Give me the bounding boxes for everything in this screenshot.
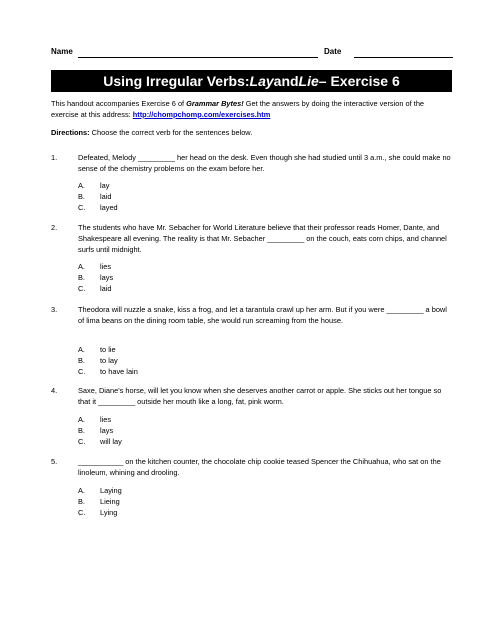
book-title: Grammar Bytes!	[186, 99, 244, 108]
title-suffix: – Exercise 6	[318, 73, 400, 89]
option-c[interactable]: C. to have lain	[78, 367, 138, 376]
question-stem: Defeated, Melody _________ her head on the desk. Even though she had studied until 3 a.m., she could make no sense of the chemistry problems on the exam before her.	[78, 153, 451, 173]
option-b[interactable]: B. Lieing	[78, 497, 120, 506]
name-label: Name	[51, 47, 73, 56]
name-date-row	[51, 47, 453, 59]
question-number: 4.	[51, 386, 58, 395]
question-number: 2.	[51, 223, 58, 232]
option-b[interactable]: B. laid	[78, 192, 112, 201]
intro-paragraph: This handout accompanies Exercise 6 of Grammar Bytes! Get the answers by doing the interactive version of the exercise at this address: http://chompchomp.com/exercises.htm	[51, 99, 425, 119]
option-c[interactable]: C. laid	[78, 284, 112, 293]
date-line[interactable]	[354, 57, 453, 58]
option-b[interactable]: B. to lay	[78, 356, 118, 365]
option-c[interactable]: C. layed	[78, 203, 118, 212]
question-stem: ___________ on the kitchen counter, the chocolate chip cookie teased Spencer the Chihuahua, who sat on the linoleum, whining and drooling.	[78, 457, 441, 477]
option-a[interactable]: A. to lie	[78, 345, 116, 354]
question-number: 3.	[51, 305, 58, 314]
title-verb-lie: Lie	[298, 73, 319, 89]
title-verb-lay: Lay	[249, 73, 274, 89]
name-line[interactable]	[78, 57, 318, 58]
option-c[interactable]: C. will lay	[78, 437, 122, 446]
date-label: Date	[324, 47, 342, 56]
option-a[interactable]: A. lies	[78, 415, 112, 424]
option-b[interactable]: B. lays	[78, 426, 114, 435]
question-stem: The students who have Mr. Sebacher for World Literature believe that their professor reads Homer, Dante, and Shakespeare all evening. The reality is that Mr. Sebacher _________ on the couch, eats corn chips, and channel surfs until midnight.	[78, 223, 447, 254]
directions	[51, 127, 453, 138]
exercise-link[interactable]: http://chompchomp.com/exercises.htm	[132, 110, 271, 119]
directions-text: Choose the correct verb for the sentences below.	[89, 128, 253, 137]
question-stem: Theodora will nuzzle a snake, kiss a frog, and let a tarantula crawl up her arm. But if you were _________ a bowl of lima beans on the dining room table, she would run screaming from the house.	[78, 305, 447, 325]
question-number: 5.	[51, 457, 58, 466]
title-prefix: Using Irregular Verbs:	[103, 73, 250, 89]
option-b[interactable]: B. lays	[78, 273, 114, 282]
question-number: 1.	[51, 153, 58, 162]
option-c[interactable]: C. Lying	[78, 508, 118, 517]
option-a[interactable]: A. lies	[78, 262, 112, 271]
directions-label: Directions:	[51, 128, 90, 137]
option-a[interactable]: A. Laying	[78, 486, 122, 495]
question-stem: Saxe, Diane's horse, will let you know when she deserves another carrot or apple. She sticks out her tongue so that it _________ outside her mouth like a long, fat, pink worm.	[78, 386, 442, 406]
title-and: and	[273, 73, 299, 89]
page-title	[51, 70, 452, 92]
option-a[interactable]: A. lay	[78, 181, 110, 190]
